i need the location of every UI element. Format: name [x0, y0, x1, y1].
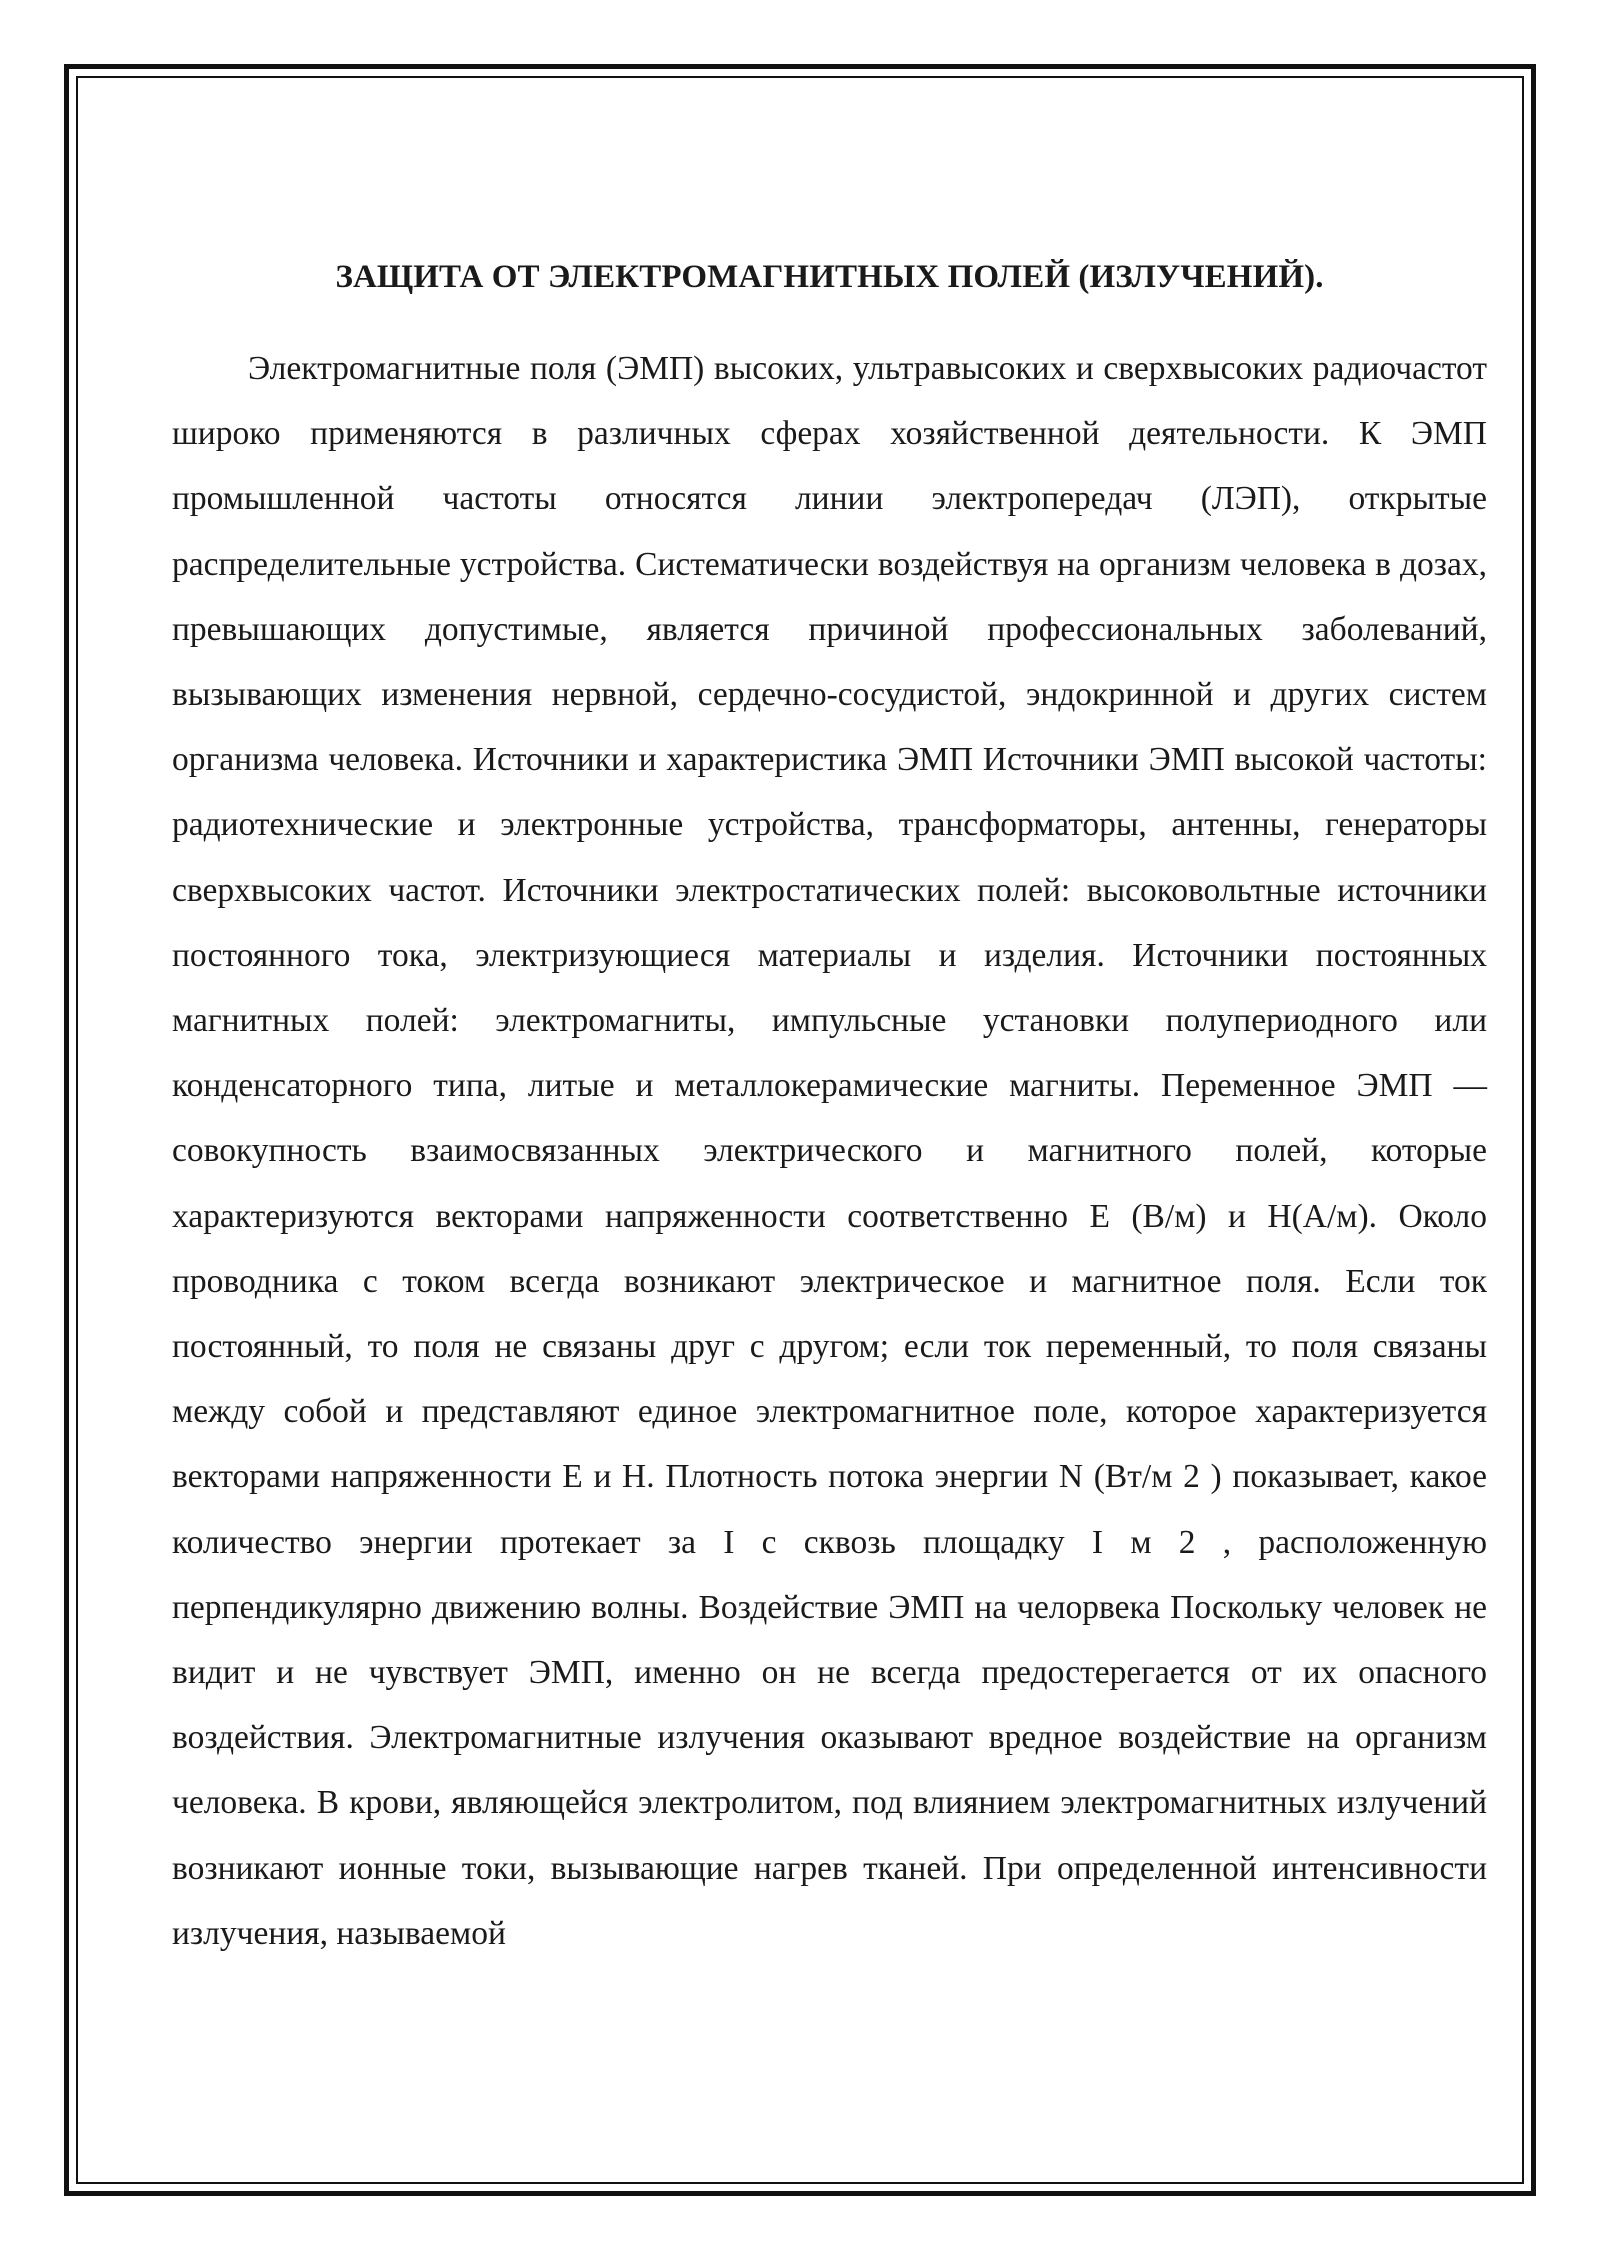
- body-paragraph: Электромагнитные поля (ЭМП) высоких, ультравысоких и сверхвысоких радиочастот широко применяются в различных сферах хозяйственной деятельности. К ЭМП промышленной частоты относятся линии электропередач (ЛЭП), открытые распределительные устройства. Систематически воздействуя на организм человека в дозах, превышающих допустимые, является причиной профессиональных заболеваний, вызывающих изменения нервной, сердечно-сосудистой, эндокринной и других систем организма человека. Источники и характеристика ЭМП Источники ЭМП высокой частоты: радиотехнические и электронные устройства, трансформаторы, антенны, генераторы сверхвысоких частот. Источники электростатических полей: высоковольтные источники постоянного тока, электризующиеся материалы и изделия. Источники постоянных магнитных полей: электромагниты, импульсные установки полупериодного или конденсаторного типа, литые и металлокерамические магниты. Переменное ЭМП — совокупность взаимосвязанных электрического и магнитного полей, которые характеризуются векторами напряженности соответственно Е (В/м) и Н(А/м). Около проводника с током всегда возникают электрическое и магнитное поля. Если ток постоянный, то поля не связаны друг с другом; если ток переменный, то поля связаны между собой и представляют единое электромагнитное поле, которое характеризуется векторами напряженности Е и Н. Плотность потока энергии N (Вт/м 2 ) показывает, какое количество энергии протекает за I с сквозь площадку I м 2 , расположенную перпендикулярно движению волны. Воздействие ЭМП на челорвека Поскольку человек не видит и не чувствует ЭМП, именно он не всегда предостерегается от их опасного воздействия. Электромагнитные излучения оказывают вредное воздействие на организм человека. В крови, являющейся электролитом, под влиянием электромагнитных излучений возникают ионные токи, вызывающие нагрев тканей. При определенной интенсивности излучения, называемой: [172, 350, 1487, 1952]
- document-content: [172, 240, 1487, 1966]
- document-title: ЗАЩИТА ОТ ЭЛЕКТРОМАГНИТНЫХ ПОЛЕЙ (ИЗЛУЧЕНИЙ).: [335, 259, 1324, 295]
